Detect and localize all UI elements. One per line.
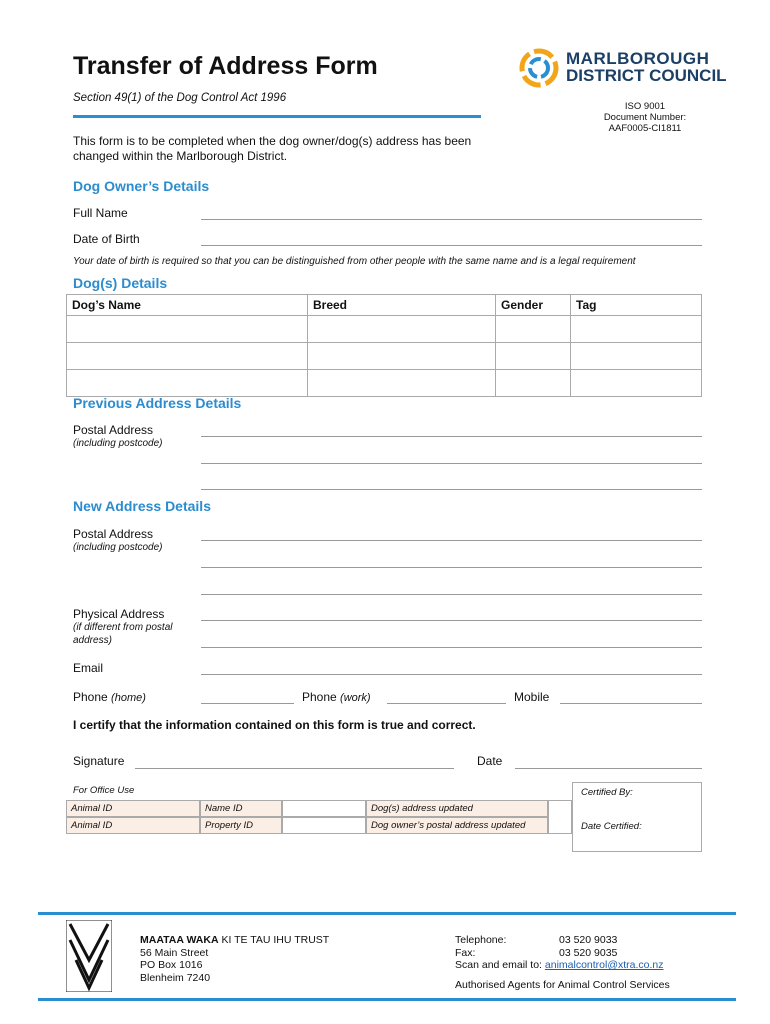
col-tag: Tag bbox=[571, 295, 702, 316]
date-field[interactable] bbox=[515, 768, 702, 769]
council-logo-text: MARLBOROUGH DISTRICT COUNCIL bbox=[566, 49, 727, 85]
col-dog-name: Dog’s Name bbox=[67, 295, 308, 316]
form-title: Transfer of Address Form bbox=[73, 52, 378, 80]
dob-label: Date of Birth bbox=[73, 232, 140, 246]
intro-text: This form is to be completed when the dog owner/dog(s) address has been changed within the Marlborough District. bbox=[73, 134, 472, 163]
table-row bbox=[67, 316, 702, 343]
office-tick-box[interactable] bbox=[548, 800, 572, 834]
agents-text: Authorised Agents for Animal Control Services bbox=[455, 978, 670, 991]
office-certified-box bbox=[572, 782, 702, 852]
certify-text: I certify that the information contained on this form is true and correct. bbox=[73, 718, 476, 732]
footer-bottom-line bbox=[38, 998, 736, 1001]
physical-hint-2: address) bbox=[73, 635, 112, 646]
prev-postal-field-2[interactable] bbox=[201, 463, 702, 464]
col-gender: Gender bbox=[496, 295, 571, 316]
office-name-id-value[interactable] bbox=[282, 800, 366, 817]
prev-postal-label: Postal Address bbox=[73, 423, 154, 437]
signature-field[interactable] bbox=[135, 768, 454, 769]
phone-work-field[interactable] bbox=[387, 703, 506, 704]
office-animal-id-2: Animal ID bbox=[66, 817, 200, 834]
new-postal-field-1[interactable] bbox=[201, 540, 702, 541]
phone-home-field[interactable] bbox=[201, 703, 294, 704]
office-name-id: Name ID bbox=[200, 800, 282, 817]
physical-hint-1: (if different from postal bbox=[73, 622, 173, 633]
title-underline bbox=[73, 115, 481, 118]
trust-contact: Telephone: 03 520 9033 Fax: 03 520 9035 Scan and email to: animalcontrol@xtra.co.nz Authorised Agents for Animal Control Services bbox=[455, 934, 715, 991]
phone-work-label: Phone (work) bbox=[302, 690, 371, 704]
email-link[interactable]: animalcontrol@xtra.co.nz bbox=[544, 959, 664, 971]
prev-postal-field-1[interactable] bbox=[201, 436, 702, 437]
mobile-label: Mobile bbox=[514, 690, 550, 704]
col-breed: Breed bbox=[308, 295, 496, 316]
date-certified-label: Date Certified: bbox=[581, 821, 642, 832]
date-label: Date bbox=[477, 754, 503, 768]
dob-field[interactable] bbox=[201, 245, 702, 246]
new-postal-label: Postal Address bbox=[73, 527, 154, 541]
mobile-field[interactable] bbox=[560, 703, 702, 704]
table-row bbox=[67, 370, 702, 397]
physical-field-2[interactable] bbox=[201, 647, 702, 648]
table-row bbox=[67, 343, 702, 370]
new-heading: New Address Details bbox=[73, 498, 211, 514]
new-postal-field-2[interactable] bbox=[201, 567, 702, 568]
new-postal-field-3[interactable] bbox=[201, 594, 702, 595]
new-postal-hint: (including postcode) bbox=[73, 542, 163, 553]
document-info: ISO 9001 Document Number: AAF0005-CI1811 bbox=[603, 101, 687, 134]
physical-label: Physical Address bbox=[73, 607, 165, 621]
previous-heading: Previous Address Details bbox=[73, 395, 242, 411]
certified-by-label: Certified By: bbox=[581, 787, 633, 798]
office-property-id-value[interactable] bbox=[282, 817, 366, 834]
footer-top-line bbox=[38, 912, 736, 915]
office-owner-updated: Dog owner’s postal address updated bbox=[366, 817, 548, 834]
council-logo-icon bbox=[518, 46, 560, 90]
prev-postal-field-3[interactable] bbox=[201, 489, 702, 490]
dob-note: Your date of birth is required so that you can be distinguished from other people with the same name and is a legal requirement bbox=[73, 256, 636, 267]
dogs-table bbox=[66, 294, 702, 397]
office-dogs-updated: Dog(s) address updated bbox=[366, 800, 548, 817]
office-animal-id-1: Animal ID bbox=[66, 800, 200, 817]
office-use-box bbox=[66, 782, 702, 852]
form-subtitle: Section 49(1) of the Dog Control Act 1996 bbox=[73, 92, 287, 104]
owner-heading: Dog Owner’s Details bbox=[73, 178, 210, 194]
email-label: Email bbox=[73, 661, 104, 675]
trust-address: MAATAA WAKA KI TE TAU IHU TRUST 56 Main Street PO Box 1016 Blenheim 7240 bbox=[140, 934, 330, 984]
office-property-id: Property ID bbox=[200, 817, 282, 834]
full-name-field[interactable] bbox=[201, 219, 702, 220]
signature-label: Signature bbox=[73, 754, 125, 768]
dogs-heading: Dog(s) Details bbox=[73, 275, 168, 291]
trust-logo-icon bbox=[66, 920, 112, 992]
full-name-label: Full Name bbox=[73, 206, 128, 220]
office-label: For Office Use bbox=[73, 785, 135, 796]
phone-home-label: Phone (home) bbox=[73, 690, 146, 704]
email-field[interactable] bbox=[201, 674, 702, 675]
physical-field-1[interactable] bbox=[201, 620, 702, 621]
prev-postal-hint: (including postcode) bbox=[73, 438, 163, 449]
